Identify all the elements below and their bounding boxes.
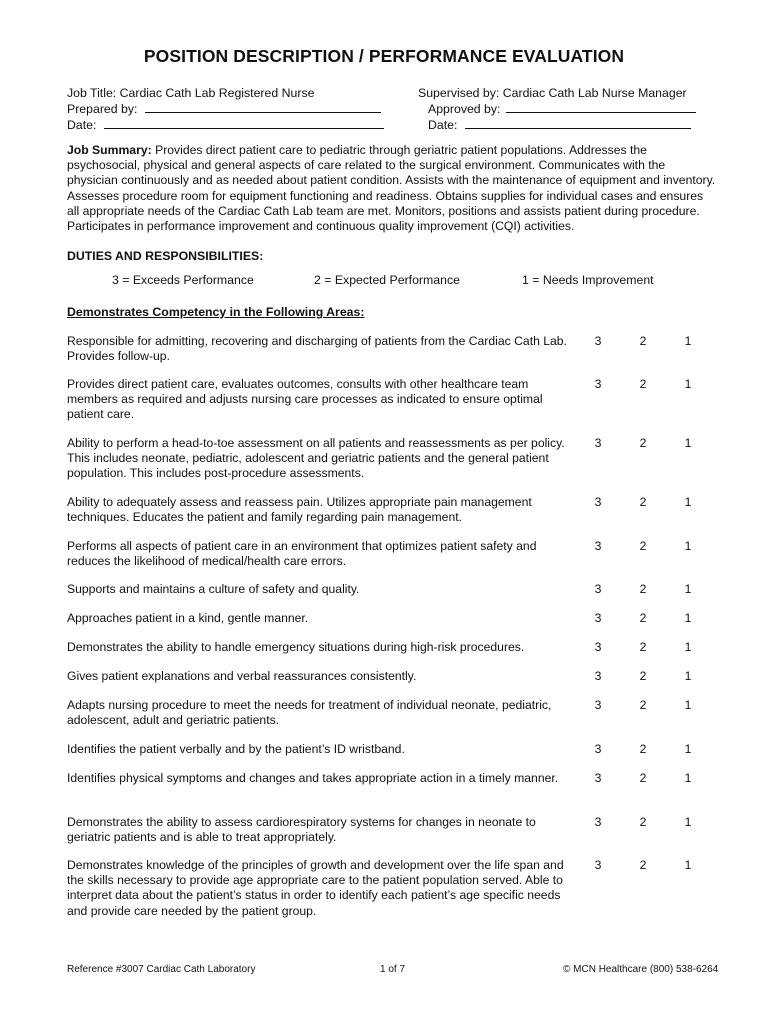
rating-2: 2 bbox=[639, 582, 647, 596]
prepared-by-label: Prepared by: bbox=[67, 102, 138, 116]
rating-2: 2 bbox=[639, 539, 647, 553]
duties-heading: DUTIES AND RESPONSIBILITIES: bbox=[67, 249, 264, 263]
rating-1: 1 bbox=[684, 334, 692, 348]
rating-2: 2 bbox=[639, 771, 647, 785]
rating-2: 2 bbox=[639, 742, 647, 756]
rating-2: 2 bbox=[639, 334, 647, 348]
rating-3: 3 bbox=[594, 815, 602, 829]
job-title: Job Title: Cardiac Cath Lab Registered Nurse bbox=[67, 86, 315, 100]
job-summary-text: Provides direct patient care to pediatric through geriatric patient populations. Addresses the psychosocial, physical and general aspects of care related to the surgical environment. Communicates with the physician continuously and as needed about patient condition. Assists with the maintenance of equipment and inventory. Assesses procedure room for equipment functioning and readiness. Obtains supplies for individual cases and ensures all appropriate needs of the Cardiac Cath Lab team are met. Monitors, positions and assists patient during procedure. Participates in performance improvement and continuous quality improvement (CQI) activities. bbox=[67, 143, 716, 234]
footer-page-number: 1 of 7 bbox=[380, 964, 406, 975]
rating-1: 1 bbox=[684, 669, 692, 683]
rating-3: 3 bbox=[594, 742, 602, 756]
rating-3: 3 bbox=[594, 334, 602, 348]
rating-1: 1 bbox=[684, 640, 692, 654]
rating-3: 3 bbox=[594, 698, 602, 712]
rating-3: 3 bbox=[594, 495, 602, 509]
competency-text: Supports and maintains a culture of safety and quality. bbox=[67, 582, 360, 596]
approved-by-blank bbox=[506, 101, 696, 113]
page-title: POSITION DESCRIPTION / PERFORMANCE EVALUATION bbox=[143, 46, 625, 66]
footer-reference: Reference #3007 Cardiac Cath Laboratory bbox=[67, 964, 256, 975]
competency-text: Ability to perform a head-to-toe assessment on all patients and reassessments as per policy. This includes neonate, pediatric, adolescent and geriatric patients and the general patient population. This includes post-procedure assessments. bbox=[67, 436, 565, 481]
competency-text: Identifies the patient verbally and by the patient’s ID wristband. bbox=[67, 742, 405, 756]
rating-2: 2 bbox=[639, 495, 647, 509]
rating-3: 3 bbox=[594, 640, 602, 654]
competency-text: Identifies physical symptoms and changes and takes appropriate action in a timely manner. bbox=[67, 771, 559, 785]
competency-text: Demonstrates the ability to handle emergency situations during high-risk procedures. bbox=[67, 640, 525, 654]
rating-1: 1 bbox=[684, 611, 692, 625]
rating-3: 3 bbox=[594, 858, 602, 872]
rating-2: 2 bbox=[639, 698, 647, 712]
rating-2: 2 bbox=[639, 640, 647, 654]
rating-1: 1 bbox=[684, 815, 692, 829]
competency-text: Ability to adequately assess and reassess pain. Utilizes appropriate pain management techniques. Educates the patient and family regarding pain management. bbox=[67, 495, 532, 525]
rating-2: 2 bbox=[639, 436, 647, 450]
competency-text: Responsible for admitting, recovering and discharging of patients from the Cardiac Cath Lab. Provides follow-up. bbox=[67, 334, 567, 364]
legend-needs-improvement: 1 = Needs Improvement bbox=[522, 273, 654, 287]
date-left-row bbox=[67, 117, 384, 134]
date-left-label: Date: bbox=[67, 118, 97, 132]
rating-1: 1 bbox=[684, 742, 692, 756]
footer-copyright: © MCN Healthcare (800) 538-6264 bbox=[563, 964, 719, 975]
approved-by-row bbox=[428, 101, 696, 118]
rating-3: 3 bbox=[594, 377, 602, 391]
approved-by-label: Approved by: bbox=[428, 102, 501, 116]
competency-text: Demonstrates the ability to assess cardiorespiratory systems for changes in neonate to geriatric patients and is able to treat appropriately. bbox=[67, 815, 536, 845]
competency-text: Gives patient explanations and verbal reassurances consistently. bbox=[67, 669, 417, 683]
prepared-by-row bbox=[67, 101, 381, 118]
date-right-label: Date: bbox=[428, 118, 458, 132]
rating-3: 3 bbox=[594, 436, 602, 450]
prepared-by-blank bbox=[145, 101, 381, 113]
rating-1: 1 bbox=[684, 436, 692, 450]
rating-1: 1 bbox=[684, 539, 692, 553]
competency-heading: Demonstrates Competency in the Following Areas: bbox=[67, 305, 365, 319]
competency-text: Approaches patient in a kind, gentle manner. bbox=[67, 611, 309, 625]
supervised-by: Supervised by: Cardiac Cath Lab Nurse Manager bbox=[418, 86, 687, 100]
rating-2: 2 bbox=[639, 815, 647, 829]
rating-3: 3 bbox=[594, 582, 602, 596]
date-left-blank bbox=[104, 117, 384, 129]
rating-1: 1 bbox=[684, 771, 692, 785]
competency-text: Provides direct patient care, evaluates outcomes, consults with other healthcare team members as required and adjusts nursing care processes as indicated to ensure optimal patient care. bbox=[67, 377, 543, 422]
date-right-row bbox=[428, 117, 691, 134]
rating-3: 3 bbox=[594, 611, 602, 625]
rating-3: 3 bbox=[594, 669, 602, 683]
competency-text: Demonstrates knowledge of the principles of growth and development over the life span and the skills necessary to provide age appropriate care to the patient population served. Able to interpret data about the patient’s status in order to identify each patient’s age specific needs and provide care needed by the patient group. bbox=[67, 858, 564, 918]
rating-2: 2 bbox=[639, 858, 647, 872]
rating-2: 2 bbox=[639, 669, 647, 683]
rating-1: 1 bbox=[684, 495, 692, 509]
rating-1: 1 bbox=[684, 377, 692, 391]
date-right-blank bbox=[465, 117, 691, 129]
rating-1: 1 bbox=[684, 698, 692, 712]
legend-exceeds: 3 = Exceeds Performance bbox=[112, 273, 254, 287]
rating-1: 1 bbox=[684, 582, 692, 596]
rating-2: 2 bbox=[639, 377, 647, 391]
rating-3: 3 bbox=[594, 539, 602, 553]
competency-text: Adapts nursing procedure to meet the needs for treatment of individual neonate, pediatric, adolescent, adult and geriatric patients. bbox=[67, 698, 552, 728]
rating-1: 1 bbox=[684, 858, 692, 872]
job-summary bbox=[67, 143, 717, 234]
competency-text: Performs all aspects of patient care in an environment that optimizes patient safety and reduces the likelihood of medical/health care errors. bbox=[67, 539, 537, 569]
legend-expected: 2 = Expected Performance bbox=[314, 273, 460, 287]
rating-2: 2 bbox=[639, 611, 647, 625]
rating-3: 3 bbox=[594, 771, 602, 785]
job-summary-label: Job Summary: bbox=[67, 143, 152, 157]
